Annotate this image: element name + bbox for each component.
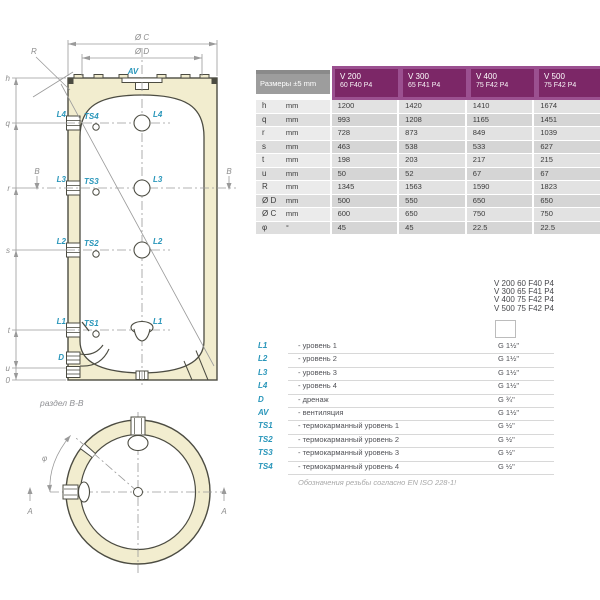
- value-cell: 52: [399, 168, 465, 181]
- dim-label-R: R: [31, 47, 37, 56]
- value-cell: 750: [467, 208, 533, 221]
- legend-row: [258, 408, 554, 421]
- dim-label-r: r: [7, 184, 10, 193]
- legend-code: L4: [258, 381, 268, 391]
- legend-row: [258, 448, 554, 461]
- legend-row: [258, 368, 554, 381]
- table-row: [256, 168, 600, 181]
- dim-label-zero: 0: [5, 376, 10, 385]
- section-marker-b-left: B: [34, 167, 40, 176]
- legend-thread: G 1½": [498, 407, 520, 417]
- value-cell: 873: [399, 127, 465, 140]
- value-cell: 533: [467, 141, 533, 154]
- legend-row: [258, 462, 554, 475]
- model-list-item: V 300 65 F41 P4: [493, 287, 554, 297]
- param-cell: r: [256, 127, 286, 140]
- value-cell: 1674: [534, 100, 600, 113]
- legend-thread: G 1½": [498, 354, 520, 364]
- unit-cell: mm: [286, 195, 330, 208]
- value-cell: 650: [399, 208, 465, 221]
- unit-cell: mm: [286, 114, 330, 127]
- model-list-item: V 500 75 F42 P4: [493, 303, 554, 313]
- value-cell: 50: [332, 168, 398, 181]
- legend-code: AV: [258, 407, 269, 417]
- dim-label-h: h: [5, 74, 10, 83]
- table-corner-header: Размеры ±5 mm: [256, 74, 330, 94]
- dim-label-q: q: [5, 119, 10, 128]
- legend-desc: - термокарманный уровень 2: [298, 434, 400, 444]
- column-header-variant: 65 F41 P4: [408, 82, 441, 89]
- table-body: [256, 100, 600, 235]
- table-row: [256, 100, 600, 113]
- model-list: [494, 280, 554, 313]
- legend-code: L3: [258, 367, 268, 377]
- column-header-variant: 60 F40 P4: [340, 82, 373, 89]
- dim-label-t: t: [7, 326, 10, 335]
- table-row: [256, 141, 600, 154]
- unit-cell: mm: [286, 141, 330, 154]
- legend-desc: - дренаж: [298, 394, 329, 404]
- legend-row: [258, 395, 554, 408]
- value-cell: 650: [467, 195, 533, 208]
- section-title: раздел B-B: [40, 398, 84, 408]
- legend-row: [258, 421, 554, 434]
- unit-cell: mm: [286, 100, 330, 113]
- value-cell: 1165: [467, 114, 533, 127]
- legend-code: L1: [258, 341, 268, 350]
- value-cell: 217: [467, 154, 533, 167]
- value-cell: 650: [534, 195, 600, 208]
- unit-cell: mm: [286, 154, 330, 167]
- port-label-l2-centre: L2: [153, 237, 163, 246]
- column-header-variant: 75 F42 P4: [544, 82, 577, 89]
- table-row: [256, 222, 600, 235]
- legend-rows: [258, 341, 554, 475]
- dim-label-u: u: [5, 364, 10, 373]
- legend-desc: - термокарманный уровень 4: [298, 461, 400, 471]
- unit-cell: mm: [286, 181, 330, 194]
- section-marker-a-left: A: [27, 507, 33, 516]
- model-list-item: V 200 60 F40 P4: [493, 279, 554, 288]
- section-view: [28, 412, 227, 573]
- port-label-l1-wall: L1: [56, 317, 66, 326]
- legend-thread: G 1½": [498, 367, 520, 377]
- legend-thread: G ¾": [498, 394, 515, 404]
- legend-thread: G 1½": [498, 341, 520, 350]
- param-cell: s: [256, 141, 286, 154]
- param-cell: u: [256, 168, 286, 181]
- unit-cell: mm: [286, 168, 330, 181]
- dimension-table: [256, 66, 600, 236]
- column-header-model: V 300: [408, 72, 429, 81]
- column-header-model: V 400: [476, 72, 497, 81]
- value-cell: 45: [399, 222, 465, 235]
- legend-code: TS4: [258, 461, 273, 471]
- legend-thread: G ½": [498, 434, 515, 444]
- model-list-item: V 400 75 F42 P4: [493, 295, 554, 305]
- value-cell: 1410: [467, 100, 533, 113]
- value-cell: 600: [332, 208, 398, 221]
- column-header-model: V 500: [544, 72, 565, 81]
- value-cell: 538: [399, 141, 465, 154]
- table-header-band: [332, 66, 600, 100]
- value-cell: 1039: [534, 127, 600, 140]
- legend-row: [258, 354, 554, 367]
- d-port: [67, 352, 81, 364]
- legend-desc: - термокарманный уровень 1: [298, 421, 400, 431]
- table-row: [256, 114, 600, 127]
- port-label-l4-wall: L4: [56, 110, 66, 119]
- column-header: [335, 69, 398, 97]
- port-label-ts2: TS2: [84, 239, 99, 248]
- value-cell: 1208: [399, 114, 465, 127]
- legend-row: [258, 381, 554, 394]
- value-cell: 1200: [332, 100, 398, 113]
- legend-code: TS2: [258, 434, 273, 444]
- legend-thread: G ½": [498, 461, 515, 471]
- thread-column-bracket: [495, 320, 516, 338]
- legend-desc: - термокарманный уровень 3: [298, 448, 400, 458]
- port-label-d: D: [58, 353, 64, 362]
- table-row: [256, 195, 600, 208]
- front-view: [12, 40, 236, 388]
- table-row: [256, 154, 600, 167]
- port-label-l2-wall: L2: [56, 237, 66, 246]
- legend-code: TS1: [258, 421, 273, 431]
- value-cell: 67: [534, 168, 600, 181]
- dim-label-dD: Ø D: [134, 47, 150, 56]
- value-cell: 750: [534, 208, 600, 221]
- value-cell: 67: [467, 168, 533, 181]
- section-marker-b-right: B: [226, 167, 232, 176]
- value-cell: 203: [399, 154, 465, 167]
- value-cell: 849: [467, 127, 533, 140]
- param-cell: Ø D: [256, 195, 286, 208]
- value-cell: 627: [534, 141, 600, 154]
- value-cell: 1590: [467, 181, 533, 194]
- port-label-ts3: TS3: [84, 177, 99, 186]
- table-row: [256, 208, 600, 221]
- legend-desc: - уровень 1: [298, 341, 337, 350]
- column-header: [471, 69, 534, 97]
- port-label-l3-wall: L3: [56, 175, 66, 184]
- port-label-av: AV: [127, 67, 139, 76]
- legend-row: [258, 435, 554, 448]
- legend-desc: - уровень 3: [298, 367, 337, 377]
- param-cell: h: [256, 100, 286, 113]
- unit-cell: mm: [286, 208, 330, 221]
- value-cell: 550: [399, 195, 465, 208]
- dim-label-dC: Ø C: [134, 33, 150, 42]
- value-cell: 1823: [534, 181, 600, 194]
- value-cell: 463: [332, 141, 398, 154]
- section-marker-a-right: A: [221, 507, 227, 516]
- thread-standard-footnote: Обозначения резьбы согласно EN ISO 228-1!: [298, 478, 457, 487]
- table-row: [256, 181, 600, 194]
- param-cell: t: [256, 154, 286, 167]
- dim-label-phi: φ: [42, 454, 48, 463]
- value-cell: 22.5: [534, 222, 600, 235]
- port-label-ts1: TS1: [84, 319, 99, 328]
- legend-thread: G 1½": [498, 381, 520, 391]
- unit-cell: mm: [286, 127, 330, 140]
- port-label-l3-centre: L3: [153, 175, 163, 184]
- param-cell: q: [256, 114, 286, 127]
- value-cell: 728: [332, 127, 398, 140]
- column-header-variant: 75 F42 P4: [476, 82, 509, 89]
- port-label-l4-centre: L4: [153, 110, 163, 119]
- legend-desc: - уровень 4: [298, 381, 337, 391]
- column-header: [403, 69, 466, 97]
- legend-thread: G ½": [498, 421, 515, 431]
- legend-desc: - вентиляция: [298, 407, 344, 417]
- value-cell: 198: [332, 154, 398, 167]
- legend-thread: G ½": [498, 448, 515, 458]
- value-cell: 500: [332, 195, 398, 208]
- value-cell: 1563: [399, 181, 465, 194]
- table-row: [256, 127, 600, 140]
- value-cell: 1451: [534, 114, 600, 127]
- value-cell: 993: [332, 114, 398, 127]
- port-label-l1-centre: L1: [153, 317, 163, 326]
- param-cell: φ: [256, 222, 286, 235]
- legend-code: TS3: [258, 448, 273, 458]
- value-cell: 1420: [399, 100, 465, 113]
- column-header: [539, 69, 600, 97]
- dim-label-s: s: [6, 246, 10, 255]
- unit-cell: °: [286, 222, 330, 235]
- legend-row: [258, 341, 554, 354]
- param-cell: R: [256, 181, 286, 194]
- legend-code: L2: [258, 354, 268, 364]
- port-label-ts4: TS4: [84, 112, 99, 121]
- tank-drawing: [0, 0, 250, 600]
- value-cell: 45: [332, 222, 398, 235]
- legend-desc: - уровень 2: [298, 354, 337, 364]
- value-cell: 1345: [332, 181, 398, 194]
- value-cell: 215: [534, 154, 600, 167]
- value-cell: 22.5: [467, 222, 533, 235]
- param-cell: Ø C: [256, 208, 286, 221]
- legend-code: D: [258, 394, 264, 404]
- column-header-model: V 200: [340, 72, 361, 81]
